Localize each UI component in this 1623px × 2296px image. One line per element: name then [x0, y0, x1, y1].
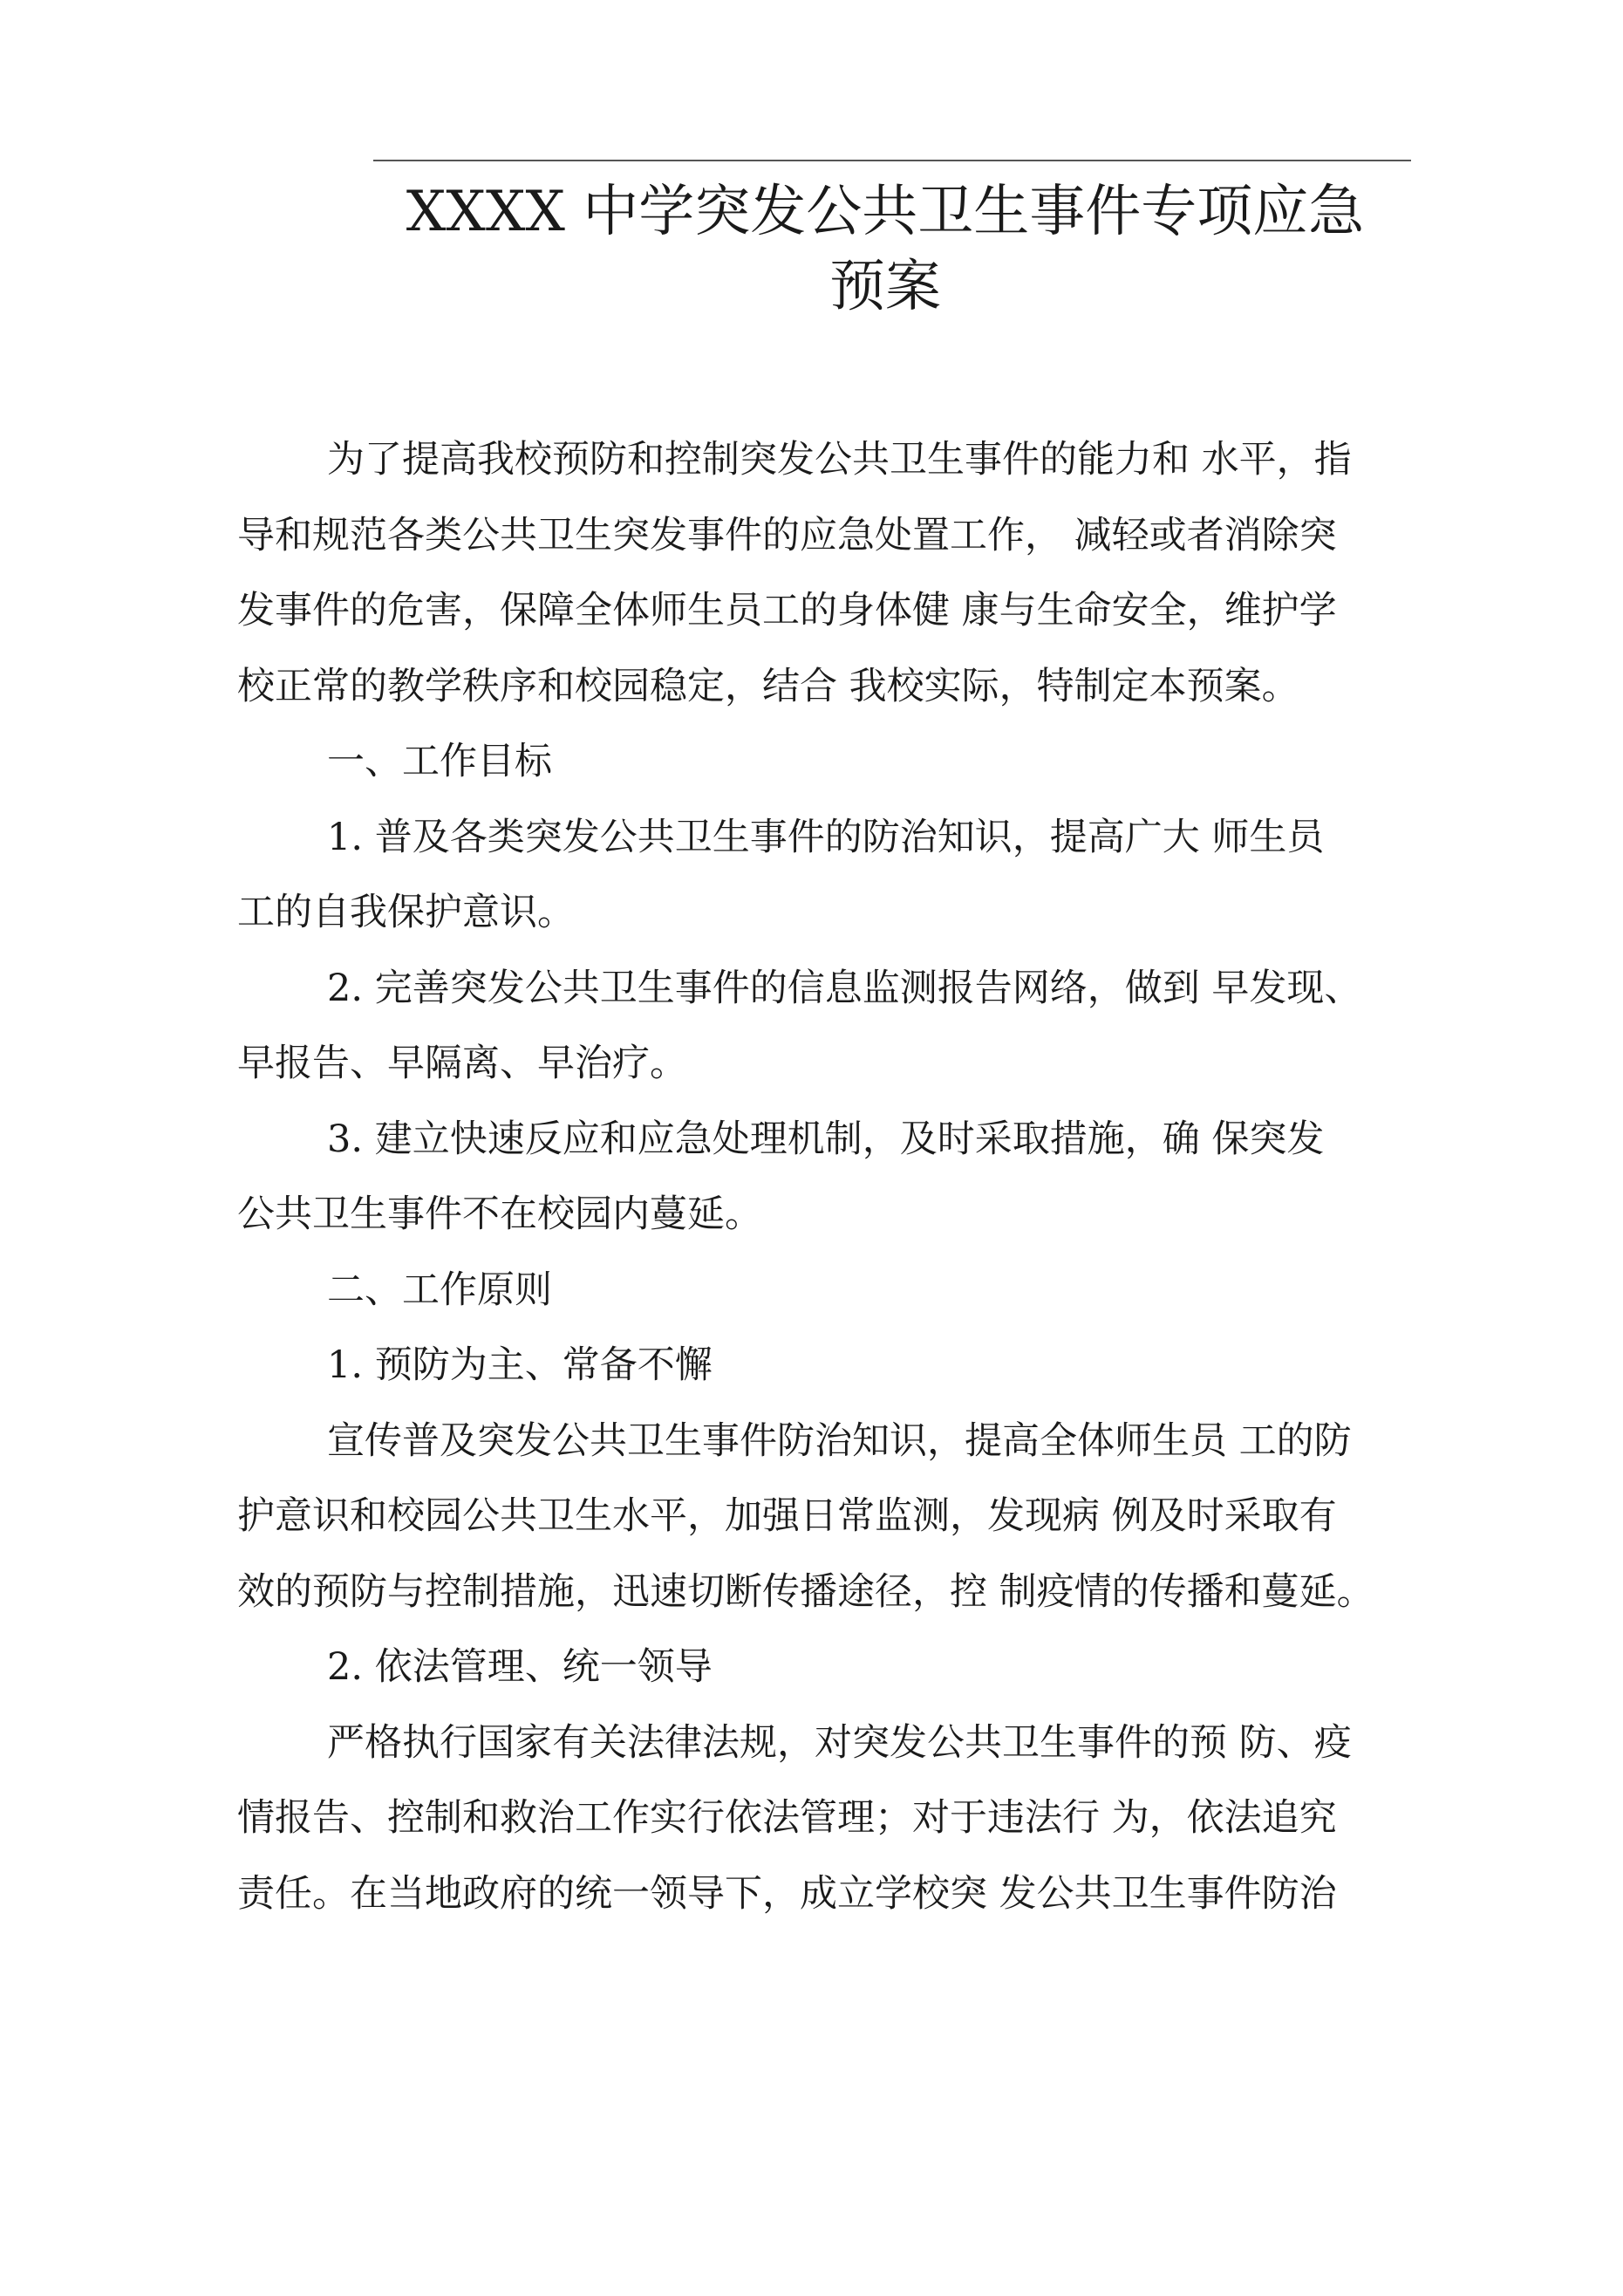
document-title	[288, 174, 1483, 325]
body-line: 严格执行国家有关法律法规，对突发公共卫生事件的预 防、疫	[327, 1720, 1352, 1765]
body-line: 责任。在当地政府的统一领导下，成立学校突 发公共卫生事件防治	[237, 1871, 1337, 1916]
body-line: 2. 依法管理、统一领导	[327, 1645, 713, 1689]
body-line: 工的自我保护意识。	[237, 891, 575, 934]
body-line: 宣传普及突发公共卫生事件防治知识，提高全体师生员 工的防	[327, 1418, 1352, 1463]
body-line: 导和规范各类公共卫生突发事件的应急处置工作， 减轻或者消除突	[237, 513, 1337, 557]
body-line: 校正常的教学秩序和校园稳定，结合 我校实际，特制定本预案。	[237, 664, 1299, 708]
body-line: 早报告、早隔离、早治疗。	[237, 1042, 687, 1085]
body-line: 2. 完善突发公共卫生事件的信息监测报告网络，做到 早发现、	[327, 966, 1362, 1010]
body-line: 护意识和校园公共卫生水平，加强日常监测，发现病 例及时采取有	[237, 1494, 1337, 1538]
body-line: 发事件的危害，保障全体师生员工的身体健 康与生命安全，维护学	[237, 589, 1337, 632]
body-line: 3. 建立快速反应和应急处理机制，及时采取措施，确 保突发	[327, 1117, 1325, 1161]
body-line: 二、工作原则	[327, 1268, 552, 1312]
body-line: 1. 普及各类突发公共卫生事件的防治知识，提高广大 师生员	[327, 815, 1325, 859]
body-line: 一、工作目标	[327, 740, 552, 783]
title-line-2: 预案	[829, 255, 941, 319]
body-line: 为了提高我校预防和控制突发公共卫生事件的能力和 水平，指	[327, 438, 1352, 482]
body-line: 公共卫生事件不在校园内蔓延。	[237, 1192, 762, 1236]
header-rule	[373, 160, 1411, 161]
document-body	[237, 422, 1410, 1931]
body-line: 效的预防与控制措施，迅速切断传播途径，控 制疫情的传播和蔓延。	[237, 1569, 1374, 1614]
body-line: 1. 预防为主、常备不懈	[327, 1343, 713, 1387]
title-line-1: XXXX 中学突发公共卫生事件专项应急	[406, 180, 1365, 244]
body-line: 情报告、控制和救治工作实行依法管理；对于违法行 为，依法追究	[237, 1796, 1337, 1840]
